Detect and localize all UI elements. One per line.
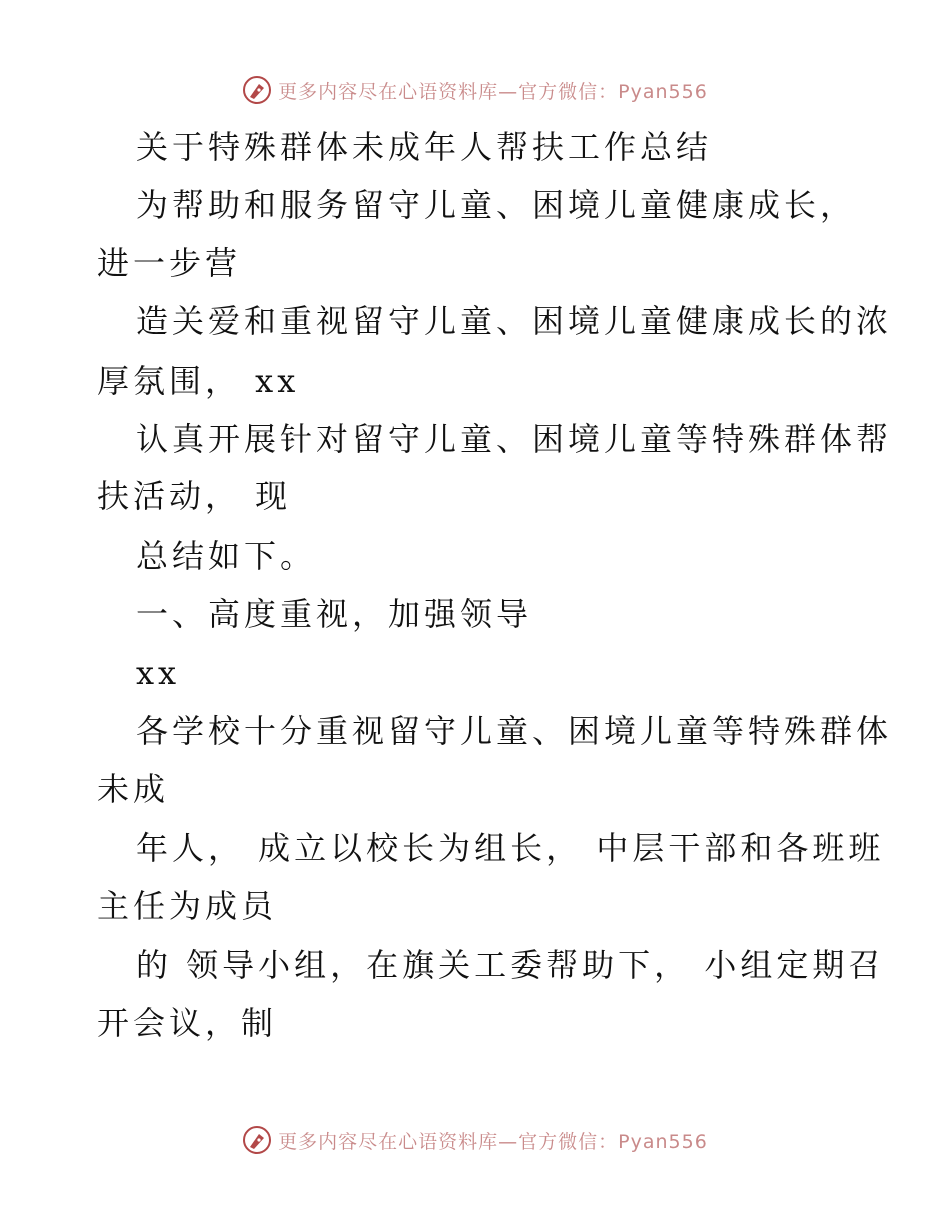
paragraph-line: 为帮助和服务留守儿童、困境儿童健康成长， (136, 186, 857, 224)
section-heading: 一、高度重视，加强领导 (136, 595, 533, 633)
paragraph-line: 的 领导小组，在旗关工委帮助下， 小组定期召 (136, 946, 885, 984)
paragraph-line: 年人， 成立以校长为组长， 中层干部和各班班 (136, 829, 885, 867)
paragraph-line: 厚氛围， xx (97, 362, 300, 400)
document-title: 关于特殊群体未成年人帮扶工作总结 (136, 128, 713, 166)
footer-watermark (0, 1120, 950, 1160)
paragraph-line: 总结如下。 (136, 537, 317, 575)
watermark-text: 更多内容尽在心语资料库—官方微信：Pyan556 (278, 1130, 708, 1153)
paragraph-line: 主任为成员 (97, 887, 278, 925)
pen-nib-logo-icon (242, 1125, 272, 1155)
paragraph-line: 认真开展针对留守儿童、困境儿童等特殊群体帮 (136, 420, 893, 458)
paragraph-line: 开会议，制 (97, 1004, 278, 1042)
watermark-text: 更多内容尽在心语资料库—官方微信：Pyan556 (278, 80, 708, 103)
pen-nib-logo-icon (242, 75, 272, 105)
paragraph-line: xx (136, 654, 181, 692)
paragraph-line: 各学校十分重视留守儿童、困境儿童等特殊群体 (136, 712, 893, 750)
paragraph-line: 未成 (97, 770, 170, 808)
paragraph-line: 造关爱和重视留守儿童、困境儿童健康成长的浓 (136, 302, 893, 340)
paragraph-line: 进一步营 (97, 244, 242, 282)
header-watermark (0, 70, 950, 110)
paragraph-line: 扶活动， 现 (97, 477, 292, 515)
